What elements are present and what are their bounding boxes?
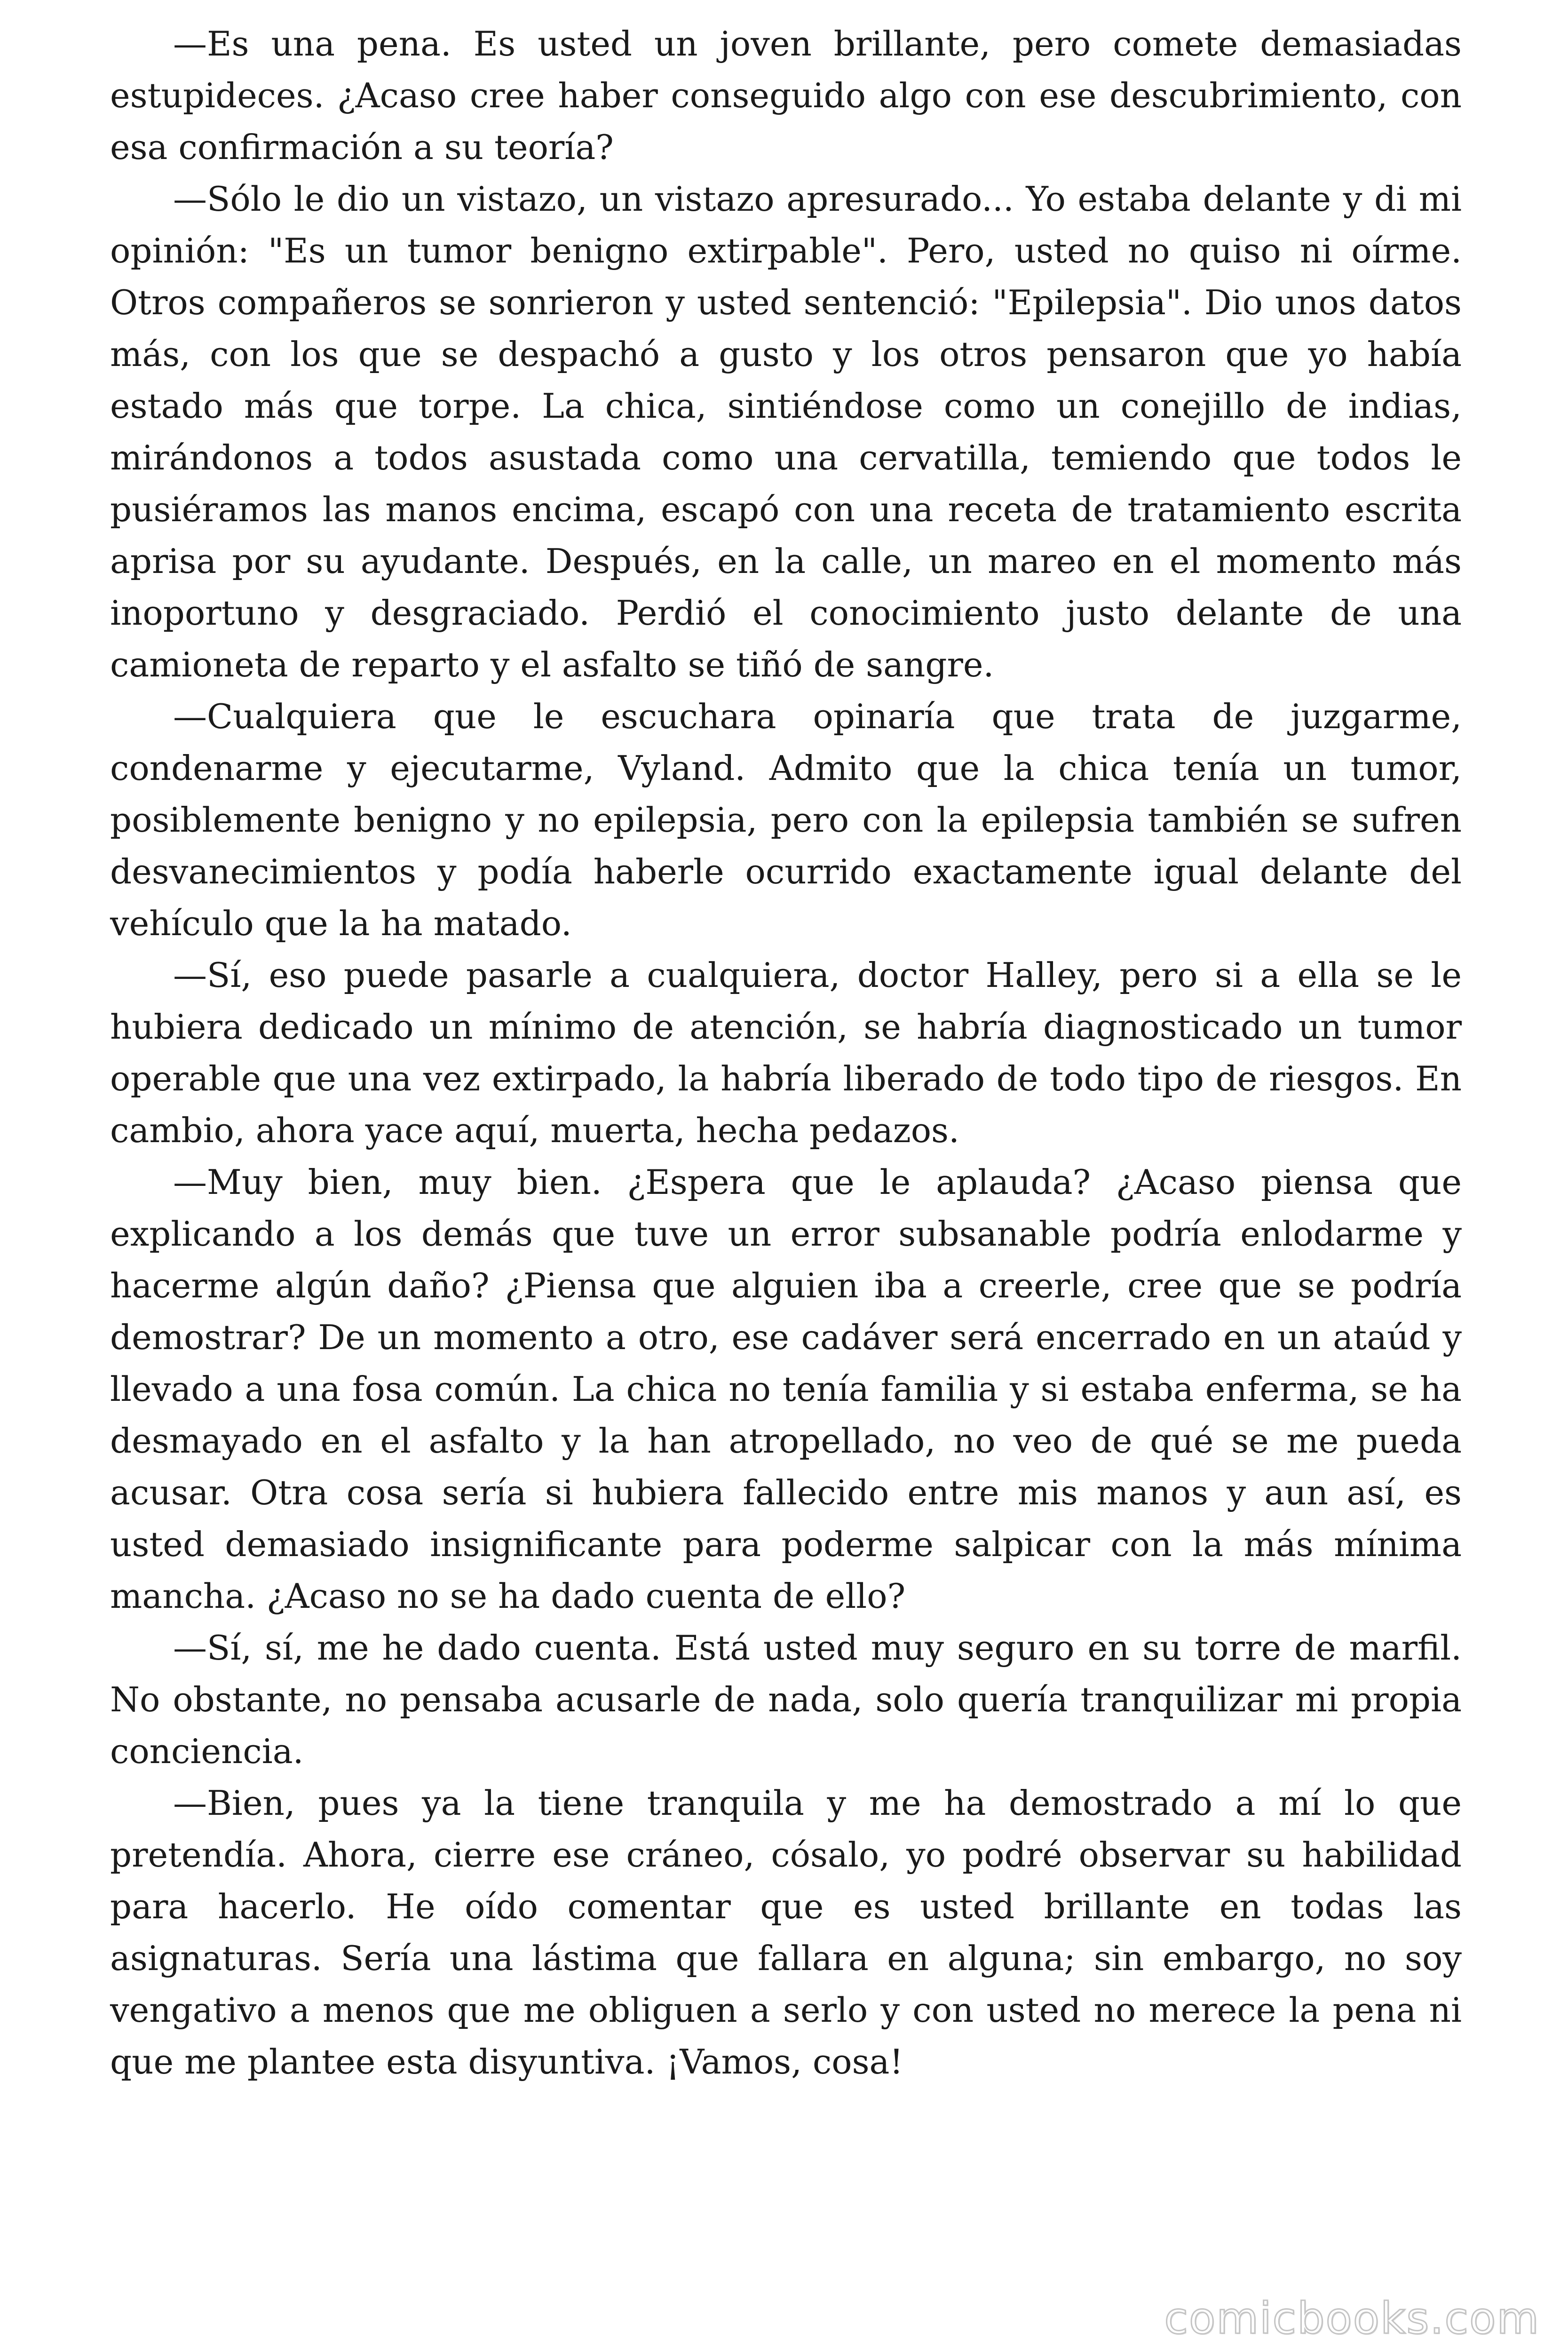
watermark: comicbooks.com bbox=[1164, 2293, 1540, 2344]
paragraph: —Bien, pues ya la tiene tranquila y me ha demostrado a mí lo que pretendía. Ahora, cierre ese cráneo, cósalo, yo podré observar su habilidad para hacerlo. He oído comentar que es usted brillante en todas las asignaturas. Sería una lástima que fallara en alguna; sin embargo, no soy vengativo a menos que me obliguen a serlo y con usted no merece la pena ni que me plantee esta disyuntiva. ¡Vamos, cosa! bbox=[110, 1783, 1462, 2082]
paragraph: —Muy bien, muy bien. ¿Espera que le aplauda? ¿Acaso piensa que explicando a los demás que tuve un error subsanable podría enlodarme y hacerme algún daño? ¿Piensa que alguien iba a creerle, cree que se podría demostrar? De un momento a otro, ese cadáver será encerrado en un ataúd y llevado a una fosa común. La chica no tenía familia y si estaba enferma, se ha desmayado en el asfalto y la han atropellado, no veo de qué se me pueda acusar. Otra cosa sería si hubiera fallecido entre mis manos y aun así, es usted demasiado insignificante para poderme salpicar con la más mínima mancha. ¿Acaso no se ha dado cuenta de ello? bbox=[110, 1162, 1462, 1616]
document-body bbox=[110, 18, 1462, 2088]
paragraph: —Cualquiera que le escuchara opinaría que trata de juzgarme, condenarme y ejecutarme, Vyland. Admito que la chica tenía un tumor, posiblemente benigno y no epilepsia, pero con la epilepsia también se sufren desvanecimientos y podía haberle ocurrido exactamente igual delante del vehículo que la ha matado. bbox=[110, 697, 1462, 943]
paragraph: —Sí, sí, me he dado cuenta. Está usted muy seguro en su torre de marfil. No obstante, no pensaba acusarle de nada, solo quería tranquilizar mi propia conciencia. bbox=[110, 1628, 1462, 1771]
paragraph: —Sólo le dio un vistazo, un vistazo apresurado... Yo estaba delante y di mi opinión: "Es un tumor benigno extirpable". Pero, usted no quiso ni oírme. Otros compañeros se sonrieron y usted sentenció: "Epilepsia". Dio unos datos más, con los que se despachó a gusto y los otros pensaron que yo había estado más que torpe. La chica, sintiéndose como un conejillo de indias, mirándonos a todos asustada como una cervatilla, temiendo que todos le pusiéramos las manos encima, escapó con una receta de tratamiento escrita aprisa por su ayudante. Después, en la calle, un mareo en el momento más inoportuno y desgraciado. Perdió el conocimiento justo delante de una camioneta de reparto y el asfalto se tiñó de sangre. bbox=[110, 179, 1462, 684]
paragraph: —Es una pena. Es usted un joven brillante, pero comete demasiadas estupideces. ¿Acaso cree haber conseguido algo con ese descubrimiento, con esa confirmación a su teoría? bbox=[110, 24, 1462, 167]
paragraph: —Sí, eso puede pasarle a cualquiera, doctor Halley, pero si a ella se le hubiera dedicado un mínimo de atención, se habría diagnosticado un tumor operable que una vez extirpado, la habría liberado de todo tipo de riesgos. En cambio, ahora yace aquí, muerta, hecha pedazos. bbox=[110, 955, 1462, 1150]
